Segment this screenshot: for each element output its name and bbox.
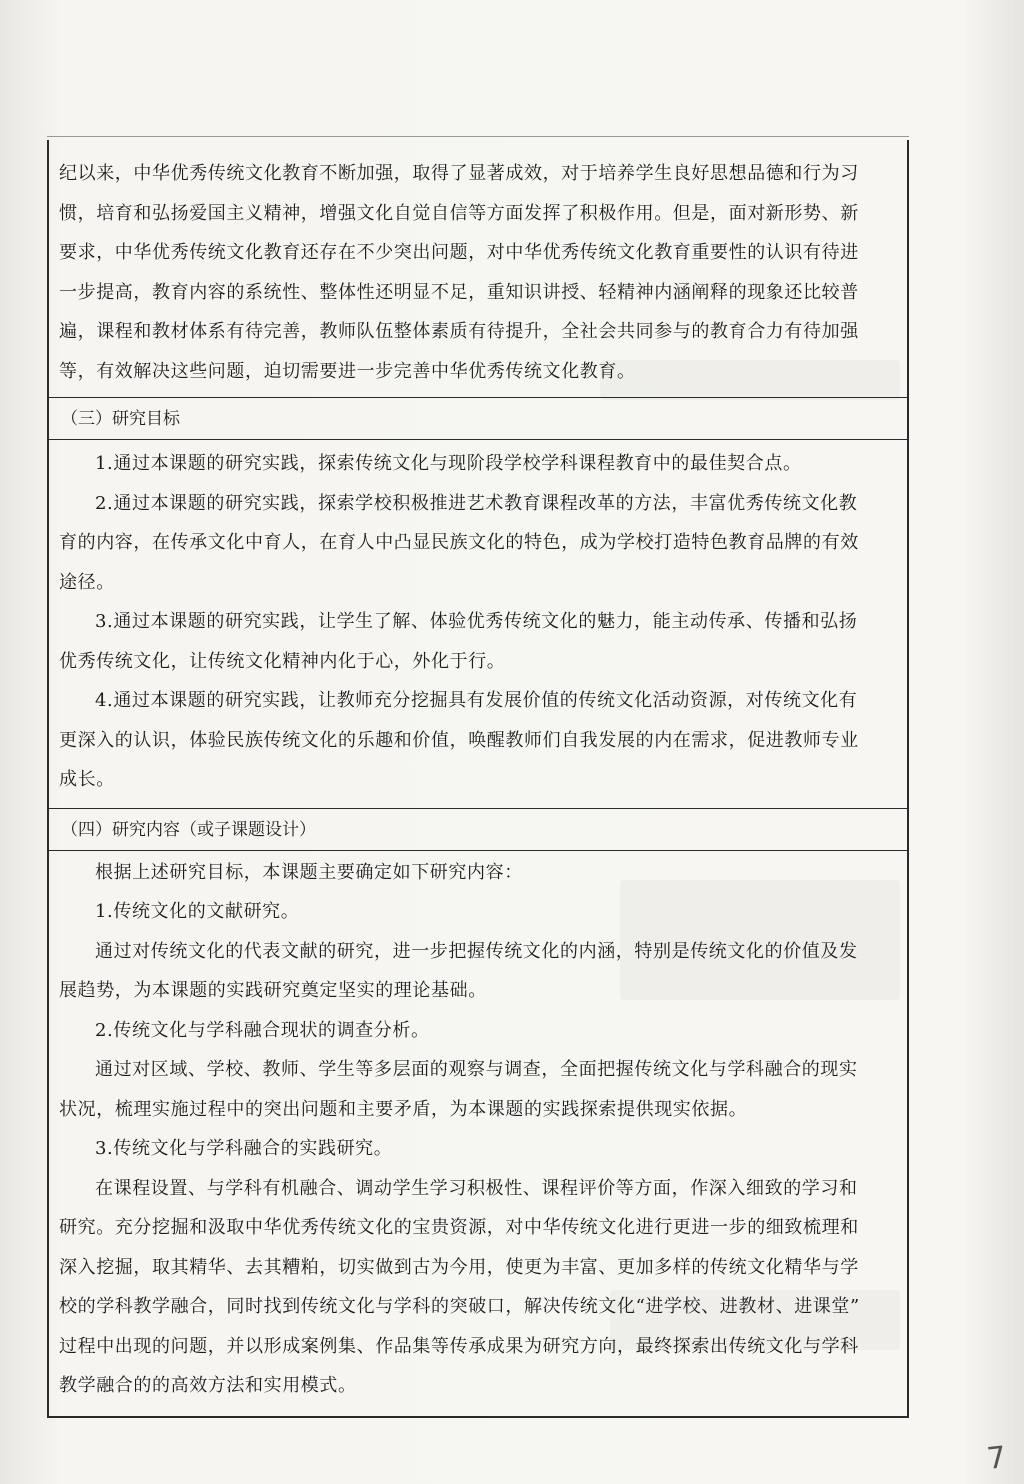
text-line: 育的内容，在传承文化中育人，在育人中凸显民族文化的特色，成为学校打造特色教育品牌的有效 xyxy=(59,532,859,553)
text-line: 途径。 xyxy=(59,571,115,593)
intro-cell xyxy=(49,140,907,398)
text-line: 研究。充分挖掘和汲取中华优秀传统文化的宝贵资源，对中华传统文化进行更进一步的细致梳理和 xyxy=(59,1217,859,1238)
text-line: 根据上述研究目标，本课题主要确定如下研究内容： xyxy=(95,861,523,883)
text-line: 过程中出现的问题，并以形成案例集、作品集等传承成果为研究方向，最终探索出传统文化与学科 xyxy=(59,1335,859,1357)
text-line: 2.通过本课题的研究实践，探索学校积极推进艺术教育课程改革的方法，丰富优秀传统文化教 xyxy=(95,492,858,514)
text-line: 教学融合的的高效方法和实用模式。 xyxy=(59,1375,357,1396)
section-heading-research-content: （四）研究内容（或子课题设计） xyxy=(49,809,907,851)
text-line: 通过对区域、学校、教师、学生等多层面的观察与调查，全面把握传统文化与学科融合的现实 xyxy=(95,1059,858,1080)
text-line: 深入挖掘，取其精华、去其糟粕，切实做到古为今用，使更为丰富、更加多样的传统文化精华与学 xyxy=(59,1256,859,1278)
text-line: 4.通过本课题的研究实践，让教师充分挖掘具有发展价值的传统文化活动资源，对传统文化有 xyxy=(95,690,858,711)
research-goals-cell xyxy=(49,440,907,809)
text-line: 在课程设置、与学科有机融合、调动学生学习积极性、课程评价等方面，作深入细致的学习和 xyxy=(95,1177,858,1199)
research-content-cell xyxy=(49,851,907,1416)
text-line: 1.传统文化的文献研究。 xyxy=(95,901,300,922)
text-line: 状况，梳理实施过程中的突出问题和主要矛盾，为本课题的实践探索提供现实依据。 xyxy=(59,1098,748,1120)
text-line: 等，有效解决这些问题，迫切需要进一步完善中华优秀传统文化教育。 xyxy=(59,360,636,382)
text-line: 纪以来，中华优秀传统文化教育不断加强，取得了显著成效，对于培养学生良好思想品德和行为习 xyxy=(59,163,859,184)
text-line: 展趋势，为本课题的实践研究奠定坚实的理论基础。 xyxy=(59,980,487,1001)
text-line: 成长。 xyxy=(59,769,115,790)
text-line: 优秀传统文化，让传统文化精神内化于心，外化于行。 xyxy=(59,650,506,672)
text-line: 3.传统文化与学科融合的实践研究。 xyxy=(95,1138,393,1159)
text-line: 通过对传统文化的代表文献的研究，进一步把握传统文化的内涵，特别是传统文化的价值及发 xyxy=(95,940,858,962)
table-top-border xyxy=(47,136,909,137)
form-table xyxy=(47,140,909,1418)
text-line: 3.通过本课题的研究实践，让学生了解、体验优秀传统文化的魅力，能主动传承、传播和弘扬 xyxy=(95,611,858,632)
text-line: 更深入的认识，体验民族传统文化的乐趣和价值，唤醒教师们自我发展的内在需求，促进教师专业 xyxy=(59,729,859,751)
text-line: 校的学科教学融合，同时找到传统文化与学科的突破口，解决传统文化“进学校、进教材、进课堂” xyxy=(59,1296,860,1317)
text-line: 遍，课程和教材体系有待完善，教师队伍整体素质有待提升，全社会共同参与的教育合力有待加强 xyxy=(59,321,859,342)
text-line: 2.传统文化与学科融合现状的调查分析。 xyxy=(95,1019,430,1041)
page-number: 7 xyxy=(985,1440,1008,1477)
text-line: 要求，中华优秀传统文化教育还存在不少突出问题，对中华优秀传统文化教育重要性的认识有待进 xyxy=(59,242,859,263)
text-line: 1.通过本课题的研究实践，探索传统文化与现阶段学校学科课程教育中的最佳契合点。 xyxy=(95,453,802,474)
section-heading-research-goals: （三）研究目标 xyxy=(49,398,907,440)
text-line: 一步提高，教育内容的系统性、整体性还明显不足，重知识讲授、轻精神内涵阐释的现象还比较普 xyxy=(59,281,859,303)
text-line: 惯，培育和弘扬爱国主义精神，增强文化自觉自信等方面发挥了积极作用。但是，面对新形势、新 xyxy=(59,202,859,224)
